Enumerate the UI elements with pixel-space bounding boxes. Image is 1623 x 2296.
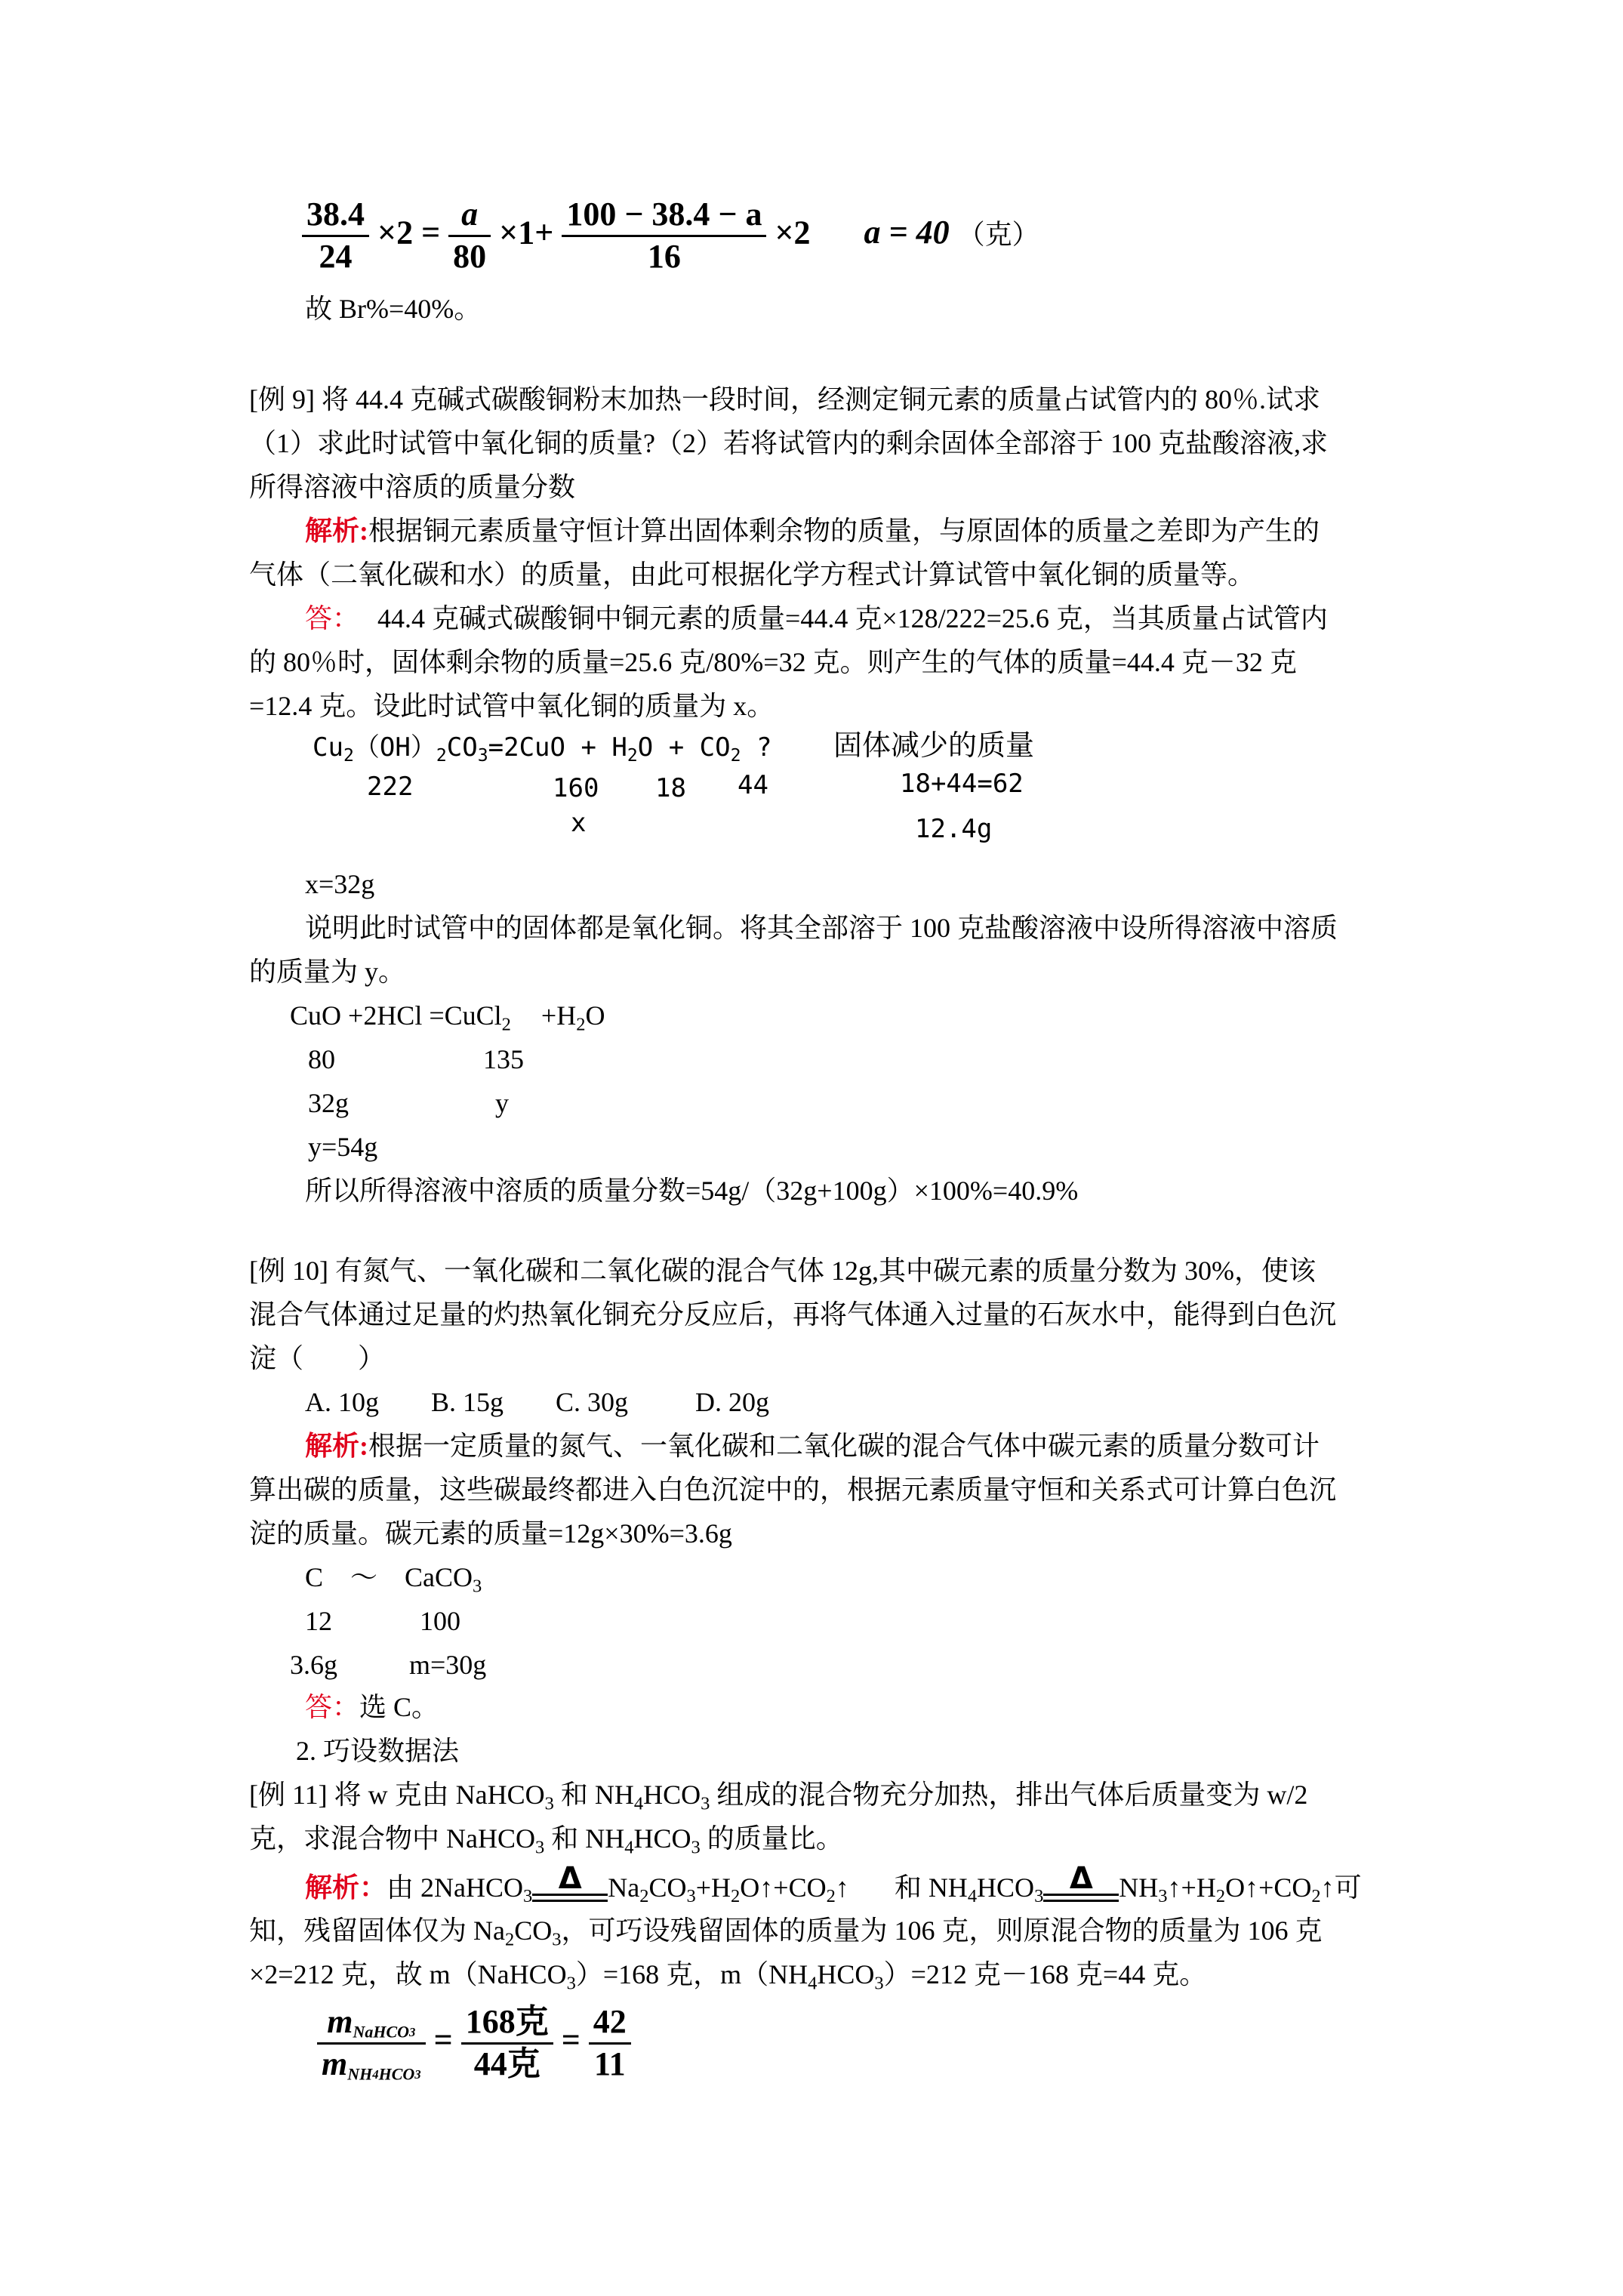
ex9-answer: 答： 44.4 克碱式碳酸铜中铜元素的质量=44.4 克×128/222=25.6 克，当其质量占试管内 [305, 603, 1328, 633]
answer-label: 答： [305, 603, 360, 633]
equation-cuo: CuO +2HCl =CuCl$_2$ $+H_2O$ [290, 1000, 605, 1035]
relation-row: m=30g [409, 1650, 487, 1680]
eq2-row: 80 [308, 1044, 335, 1074]
fraction: $\frac{a}{80}$ [448, 195, 491, 277]
explain-line: 说明此时试管中的固体都是氧化铜。将其全部溶于 100 克盐酸溶液中设所得溶液中溶质 [305, 913, 1338, 943]
heat-arrow: Δ [532, 1863, 608, 1902]
ex10-analysis-line: 算出碳的质量，这些碳最终都进入白色沉淀中的，根据元素质量守恒和关系式可计算白色沉 [249, 1475, 1337, 1505]
ex9-question-line: [例 9] 将 44.4 克碱式碳酸铜粉末加热一段时间，经测定铜元素的质量占试管内的 80％.试求 [249, 384, 1320, 415]
conclusion: 故 Br%=40%。 [305, 294, 482, 324]
eq-row: 222 [367, 772, 414, 802]
eq-row: x [571, 808, 587, 838]
y-result: y=54g [308, 1132, 378, 1162]
analysis-label: 解析: [305, 516, 368, 546]
ex10-analysis-line: 淀的质量。碳元素的质量=12g×30%=3.6g [249, 1518, 732, 1549]
fraction: $\frac{m_{NaHCO3}}{m_{NH4HCO3}}$ [317, 2002, 426, 2085]
ex11-analysis-line: ×2=212 克，故 m（NaHCO$_3$）=168 克，$m(NH_4HCO_3)=212$ 克－168 克=44 克。 [249, 1959, 1207, 1994]
eq-row: 44 [738, 770, 768, 800]
eq-row: 18 [655, 773, 686, 803]
heat-arrow: Δ [1043, 1863, 1119, 1902]
eq2-row: y [495, 1088, 509, 1118]
relation-row: 100 [420, 1606, 460, 1636]
eq2-row: 32g [308, 1088, 349, 1118]
ex11-question: 克，求混合物中 NaHCO$_3$ 和 $NH_4HCO_3$ 的质量比。 [249, 1823, 843, 1858]
ex11-question: [例 11] 将 w 克由 NaHCO$_3$ 和 $NH_4HCO_3$ 组成的混合物充分加热，排出气体后质量变为 w/2 [249, 1780, 1308, 1814]
eq-row: 160 [553, 773, 599, 803]
fraction: $\frac{\text{168克}}{\text{44克}}$ [461, 2002, 553, 2085]
mass-ratio-formula: $\frac{m_{NaHCO3}}{m_{NH4HCO3}}$ = $\frac{\text{168克}}{\text{44克}}$ = $\frac{42}{11}$ [317, 2002, 631, 2085]
eq-row: 12.4g [915, 814, 993, 844]
eq2-row: 135 [483, 1044, 524, 1074]
ex9-answer-line: 的 80％时，固体剩余物的质量=25.6 克/80%=32 克。则产生的气体的质量=44.4 克－32 克 [249, 647, 1297, 677]
ex9-analysis-line: 气体（二氧化碳和水）的质量，由此可根据化学方程式计算试管中氧化铜的质量等。 [249, 559, 1255, 590]
relation-row: 12 [305, 1606, 332, 1636]
eq-row: 18+44=62 [900, 769, 1024, 799]
section-heading: 2. 巧设数据法 [296, 1736, 460, 1766]
options [305, 1386, 769, 1419]
formula-br: $\frac{38.4}{24}$ ×2 = $\frac{a}{80}$ ×1+ $\frac{100 - 38.4 - a}{16}$ ×2 a = 40 （克） [302, 195, 1039, 277]
final-result: 所以所得溶液中溶质的质量分数=54g/（32g+100g）×100%=40.9% [305, 1176, 1079, 1206]
mass-header: 固体减少的质量 [833, 729, 1035, 762]
option-c: C. 30g [556, 1387, 629, 1417]
analysis-label: 解析: [305, 1431, 368, 1461]
ex10-question-line: [例 10] 有氮气、一氧化碳和二氧化碳的混合气体 12g,其中碳元素的质量分数为 30%，使该 [249, 1256, 1316, 1286]
fraction: $\frac{100 - 38.4 - a}{16}$ [562, 195, 766, 277]
ex10-question-line: 淀（ ） [249, 1343, 386, 1373]
fraction: $\frac{42}{11}$ [589, 2002, 631, 2085]
ex9-analysis: 解析:根据铜元素质量守恒计算出固体剩余物的质量，与原固体的质量之差即为产生的 [305, 516, 1320, 546]
ex10-question-line: 混合气体通过足量的灼热氧化铜充分反应后，再将气体通入过量的石灰水中，能得到白色沉 [249, 1299, 1337, 1330]
ex10-analysis: 解析:根据一定质量的氮气、一氧化碳和二氧化碳的混合气体中碳元素的质量分数可计 [305, 1431, 1320, 1461]
x-result: x=32g [305, 869, 375, 899]
analysis-label: 解析： [305, 1872, 387, 1903]
ex9-question-line: （1）求此时试管中氧化铜的质量?（2）若将试管内的剩余固体全部溶于 100 克盐酸溶液,求 [249, 428, 1328, 458]
answer-label: 答： [305, 1692, 360, 1722]
relation: C ～ CaCO$_3$ [305, 1562, 482, 1597]
option-d: D. 20g [695, 1387, 770, 1417]
ex11-analysis: 解析：由 2NaHCO$_3$ Δ $Na_2CO_3+H_2O↑+CO_2↑$ 和 $NH_4HCO_3$ Δ $NH_3↑+H_2O↑+CO_2↑$可 [305, 1861, 1362, 1907]
ex11-analysis-line: 知，残留固体仅为 $Na_2CO_3$，可巧设残留固体的质量为 106 克，则原混合物的质量为 106 克 [249, 1915, 1323, 1950]
ex9-answer-line: =12.4 克。设此时试管中氧化铜的质量为 x。 [249, 691, 775, 721]
explain-line: 的质量为 y。 [249, 957, 406, 987]
option-a: A. 10g [305, 1387, 379, 1417]
relation-row: 3.6g [290, 1650, 337, 1680]
ex9-question-line: 所得溶液中溶质的质量分数 [249, 472, 576, 502]
ex10-answer: 答：选 C。 [305, 1692, 439, 1722]
option-b: B. 15g [431, 1387, 504, 1417]
chemical-equation: $Cu_2(OH)_2CO_3=2CuO + H_2O + CO_2$ ? [313, 732, 772, 766]
fraction: $\frac{38.4}{24}$ [302, 195, 369, 277]
